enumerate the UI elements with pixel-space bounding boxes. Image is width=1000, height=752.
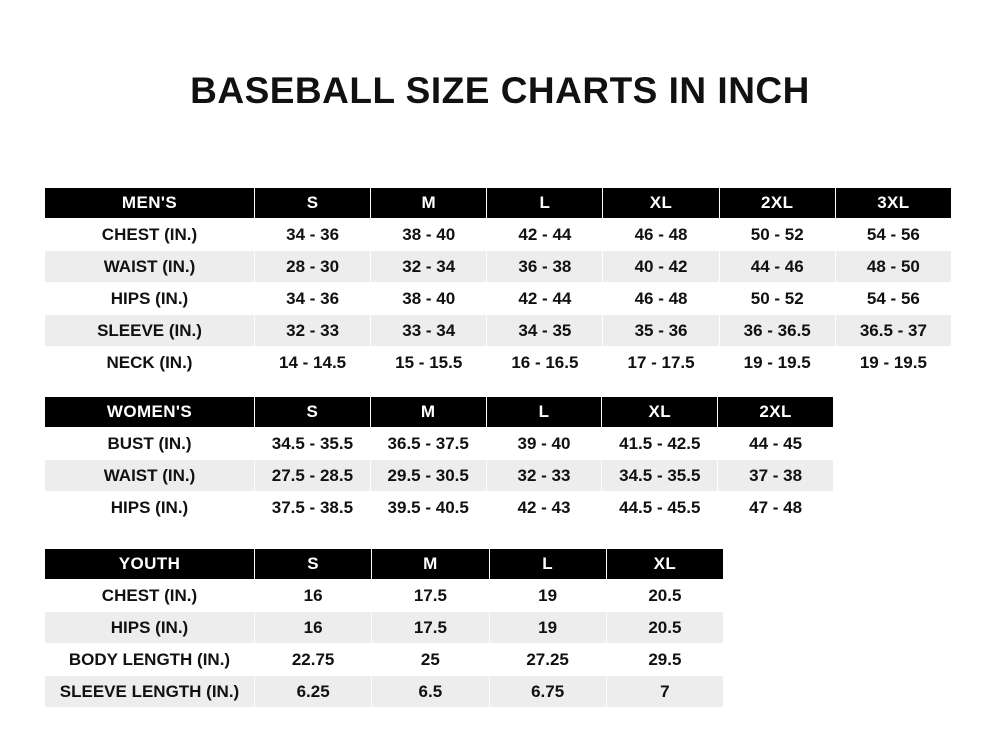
table-cell: 29.5 - 30.5 xyxy=(370,460,486,492)
table-cell: 54 - 56 xyxy=(835,219,951,251)
row-label: SLEEVE (IN.) xyxy=(45,315,255,347)
table-cell: 44 - 46 xyxy=(719,251,835,283)
column-header: 2XL xyxy=(719,188,835,219)
column-header: L xyxy=(489,549,606,580)
table-cell: 48 - 50 xyxy=(835,251,951,283)
table-cell: 42 - 44 xyxy=(487,283,603,315)
row-label: WAIST (IN.) xyxy=(45,251,255,283)
table-cell: 46 - 48 xyxy=(603,283,719,315)
table-cell: 27.5 - 28.5 xyxy=(255,460,371,492)
table-row xyxy=(45,315,952,347)
mens-size-chart xyxy=(44,187,952,379)
table-cell: 17.5 xyxy=(372,580,489,612)
table-cell: 44.5 - 45.5 xyxy=(602,492,718,524)
column-header: XL xyxy=(606,549,723,580)
table-cell: 6.5 xyxy=(372,676,489,708)
womens-size-chart xyxy=(44,396,834,524)
table-cell: 34.5 - 35.5 xyxy=(602,460,718,492)
table-cell: 19 - 19.5 xyxy=(835,347,951,379)
table-header-row xyxy=(45,549,724,580)
table-cell: 32 - 34 xyxy=(371,251,487,283)
table-row xyxy=(45,460,834,492)
table-cell: 19 xyxy=(489,612,606,644)
table-header-row xyxy=(45,188,952,219)
table-cell: 16 xyxy=(255,612,372,644)
table-cell: 16 xyxy=(255,580,372,612)
table-cell: 36.5 - 37.5 xyxy=(370,428,486,460)
table-row xyxy=(45,492,834,524)
table-cell: 28 - 30 xyxy=(255,251,371,283)
table-row xyxy=(45,251,952,283)
page-title: BASEBALL SIZE CHARTS IN INCH xyxy=(190,70,810,111)
row-label: CHEST (IN.) xyxy=(45,580,255,612)
table-cell: 19 xyxy=(489,580,606,612)
table-row xyxy=(45,676,724,708)
table-cell: 50 - 52 xyxy=(719,219,835,251)
column-header: MEN'S xyxy=(45,188,255,219)
column-header: M xyxy=(371,188,487,219)
column-header: 2XL xyxy=(718,397,834,428)
table-cell: 50 - 52 xyxy=(719,283,835,315)
table-cell: 38 - 40 xyxy=(371,219,487,251)
table-cell: 22.75 xyxy=(255,644,372,676)
table-cell: 39 - 40 xyxy=(486,428,602,460)
row-label: HIPS (IN.) xyxy=(45,492,255,524)
row-label: HIPS (IN.) xyxy=(45,612,255,644)
table-cell: 40 - 42 xyxy=(603,251,719,283)
table-row xyxy=(45,428,834,460)
column-header: YOUTH xyxy=(45,549,255,580)
row-label: NECK (IN.) xyxy=(45,347,255,379)
table-cell: 42 - 43 xyxy=(486,492,602,524)
youth-size-chart xyxy=(44,548,724,708)
table-cell: 47 - 48 xyxy=(718,492,834,524)
column-header: S xyxy=(255,549,372,580)
table-cell: 32 - 33 xyxy=(255,315,371,347)
table-row xyxy=(45,644,724,676)
table-cell: 14 - 14.5 xyxy=(255,347,371,379)
row-label: BUST (IN.) xyxy=(45,428,255,460)
table-cell: 34 - 35 xyxy=(487,315,603,347)
table-cell: 15 - 15.5 xyxy=(371,347,487,379)
row-label: SLEEVE LENGTH (IN.) xyxy=(45,676,255,708)
table-cell: 39.5 - 40.5 xyxy=(370,492,486,524)
table-cell: 29.5 xyxy=(606,644,723,676)
column-header: S xyxy=(255,188,371,219)
table-cell: 42 - 44 xyxy=(487,219,603,251)
column-header: WOMEN'S xyxy=(45,397,255,428)
table-cell: 54 - 56 xyxy=(835,283,951,315)
table-cell: 7 xyxy=(606,676,723,708)
table-cell: 34.5 - 35.5 xyxy=(255,428,371,460)
table-cell: 34 - 36 xyxy=(255,283,371,315)
table-row xyxy=(45,580,724,612)
table-cell: 27.25 xyxy=(489,644,606,676)
table-row xyxy=(45,612,724,644)
table-cell: 41.5 - 42.5 xyxy=(602,428,718,460)
row-label: WAIST (IN.) xyxy=(45,460,255,492)
table-cell: 34 - 36 xyxy=(255,219,371,251)
table-cell: 33 - 34 xyxy=(371,315,487,347)
table-cell: 44 - 45 xyxy=(718,428,834,460)
table-cell: 17.5 xyxy=(372,612,489,644)
column-header: XL xyxy=(603,188,719,219)
table-cell: 37.5 - 38.5 xyxy=(255,492,371,524)
table-row xyxy=(45,283,952,315)
table-cell: 38 - 40 xyxy=(371,283,487,315)
table-cell: 32 - 33 xyxy=(486,460,602,492)
table-cell: 17 - 17.5 xyxy=(603,347,719,379)
table-row xyxy=(45,347,952,379)
table-cell: 20.5 xyxy=(606,612,723,644)
column-header: M xyxy=(370,397,486,428)
table-cell: 36 - 38 xyxy=(487,251,603,283)
column-header: L xyxy=(487,188,603,219)
table-cell: 25 xyxy=(372,644,489,676)
table-cell: 16 - 16.5 xyxy=(487,347,603,379)
row-label: HIPS (IN.) xyxy=(45,283,255,315)
table-cell: 20.5 xyxy=(606,580,723,612)
column-header: S xyxy=(255,397,371,428)
table-cell: 6.25 xyxy=(255,676,372,708)
table-cell: 6.75 xyxy=(489,676,606,708)
table-header-row xyxy=(45,397,834,428)
table-cell: 19 - 19.5 xyxy=(719,347,835,379)
column-header: L xyxy=(486,397,602,428)
table-cell: 37 - 38 xyxy=(718,460,834,492)
row-label: CHEST (IN.) xyxy=(45,219,255,251)
column-header: XL xyxy=(602,397,718,428)
table-cell: 36 - 36.5 xyxy=(719,315,835,347)
table-cell: 46 - 48 xyxy=(603,219,719,251)
row-label: BODY LENGTH (IN.) xyxy=(45,644,255,676)
column-header: 3XL xyxy=(835,188,951,219)
table-cell: 35 - 36 xyxy=(603,315,719,347)
table-cell: 36.5 - 37 xyxy=(835,315,951,347)
table-row xyxy=(45,219,952,251)
column-header: M xyxy=(372,549,489,580)
